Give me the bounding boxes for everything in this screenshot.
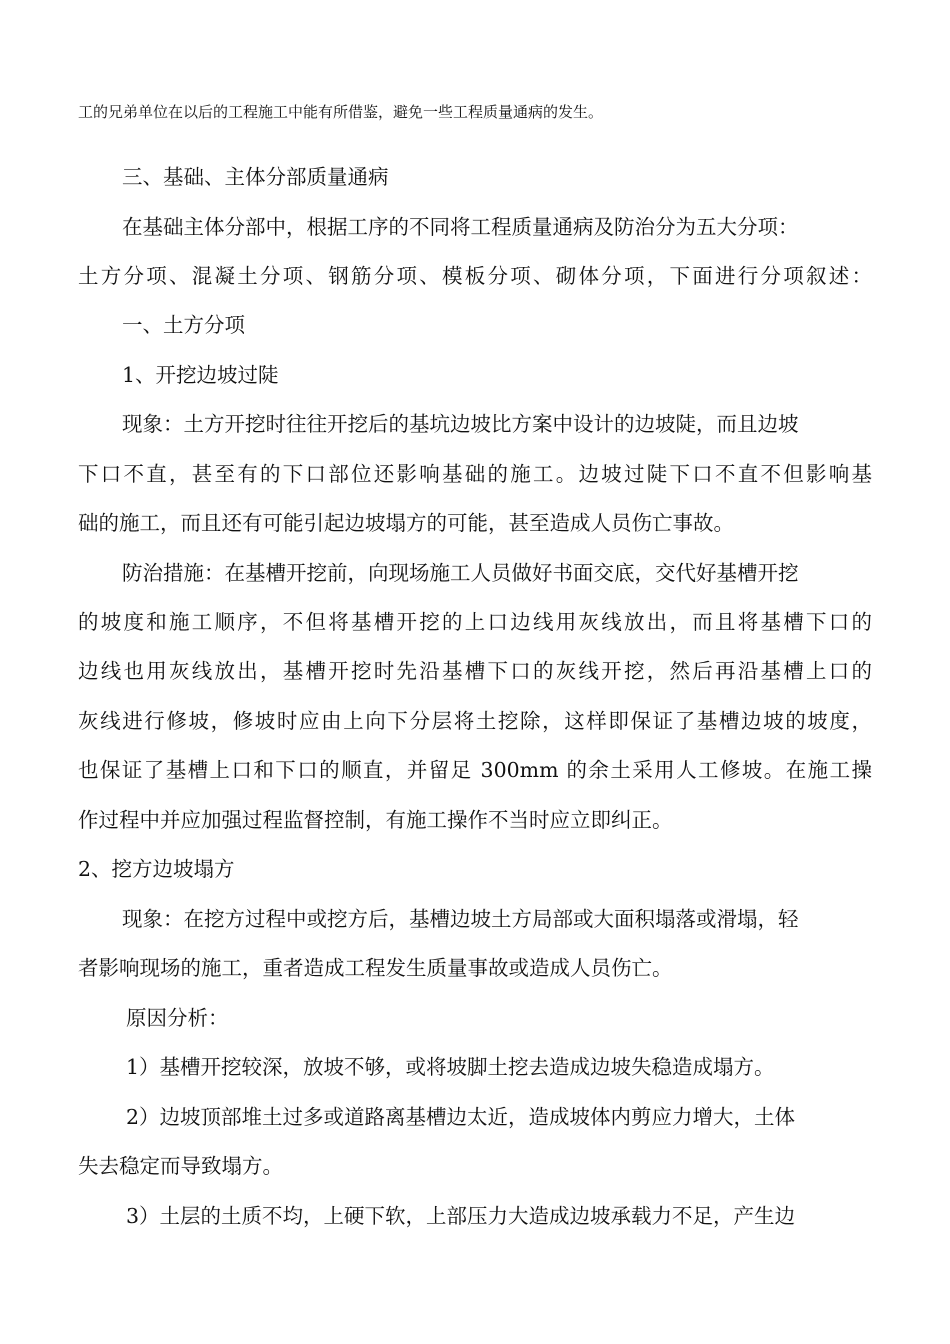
measures-line-1: 防治措施：在基槽开挖前，向现场施工人员做好书面交底，交代好基槽开挖 (122, 561, 799, 585)
cause-analysis-heading: 原因分析： (126, 1006, 229, 1030)
cause-2-line-2: 失去稳定而导致塌方。 (78, 1154, 283, 1178)
phenomenon-1-line-3: 础的施工，而且还有可能引起边坡塌方的可能，甚至造成人员伤亡事故。 (78, 511, 734, 535)
text-line-carryover: 工的兄弟单位在以后的工程施工中能有所借鉴，避免一些工程质量通病的发生。 (78, 103, 604, 121)
item-heading-2: 2、挖方边坡塌方 (78, 857, 235, 881)
cause-3-line-1: 3）土层的土质不均，上硬下软，上部压力大造成边坡承载力不足，产生边 (126, 1204, 796, 1228)
phenomenon-2-line-2: 者影响现场的施工，重者造成工程发生质量事故或造成人员伤亡。 (78, 956, 673, 980)
paragraph-intro-line-2: 土方分项、混凝土分项、钢筋分项、模板分项、砌体分项，下面进行分项叙述： (78, 264, 872, 288)
measures-line-4: 灰线进行修坡，修坡时应由上向下分层将土挖除，这样即保证了基槽边坡的坡度， (78, 709, 872, 733)
cause-2-line-1: 2）边坡顶部堆土过多或道路离基槽边太近，造成坡体内剪应力增大，土体 (126, 1105, 796, 1129)
subsection-heading-earthwork: 一、土方分项 (122, 313, 245, 337)
measures-line-5: 也保证了基槽上口和下口的顺直，并留足 300mm 的余土采用人工修坡。在施工操 (78, 758, 872, 782)
phenomenon-2-line-1: 现象：在挖方过程中或挖方后，基槽边坡土方局部或大面积塌落或滑塌，轻 (122, 907, 799, 931)
measures-line-3: 边线也用灰线放出，基槽开挖时先沿基槽下口的灰线开挖，然后再沿基槽上口的 (78, 659, 872, 683)
section-heading-foundation: 三、基础、主体分部质量通病 (122, 165, 389, 189)
measures-line-2: 的坡度和施工顺序，不但将基槽开挖的上口边线用灰线放出，而且将基槽下口的 (78, 610, 872, 634)
phenomenon-1-line-2: 下口不直，甚至有的下口部位还影响基础的施工。边坡过陡下口不直不但影响基 (78, 462, 872, 486)
cause-1: 1）基槽开挖较深，放坡不够，或将坡脚土挖去造成边坡失稳造成塌方。 (126, 1055, 775, 1079)
paragraph-intro-line-1: 在基础主体分部中，根据工序的不同将工程质量通病及防治分为五大分项： (122, 215, 799, 239)
item-heading-1: 1、开挖边坡过陡 (122, 363, 279, 387)
phenomenon-1-line-1: 现象：土方开挖时往往开挖后的基坑边坡比方案中设计的边坡陡，而且边坡 (122, 412, 799, 436)
measures-line-6: 作过程中并应加强过程监督控制，有施工操作不当时应立即纠正。 (78, 808, 673, 832)
